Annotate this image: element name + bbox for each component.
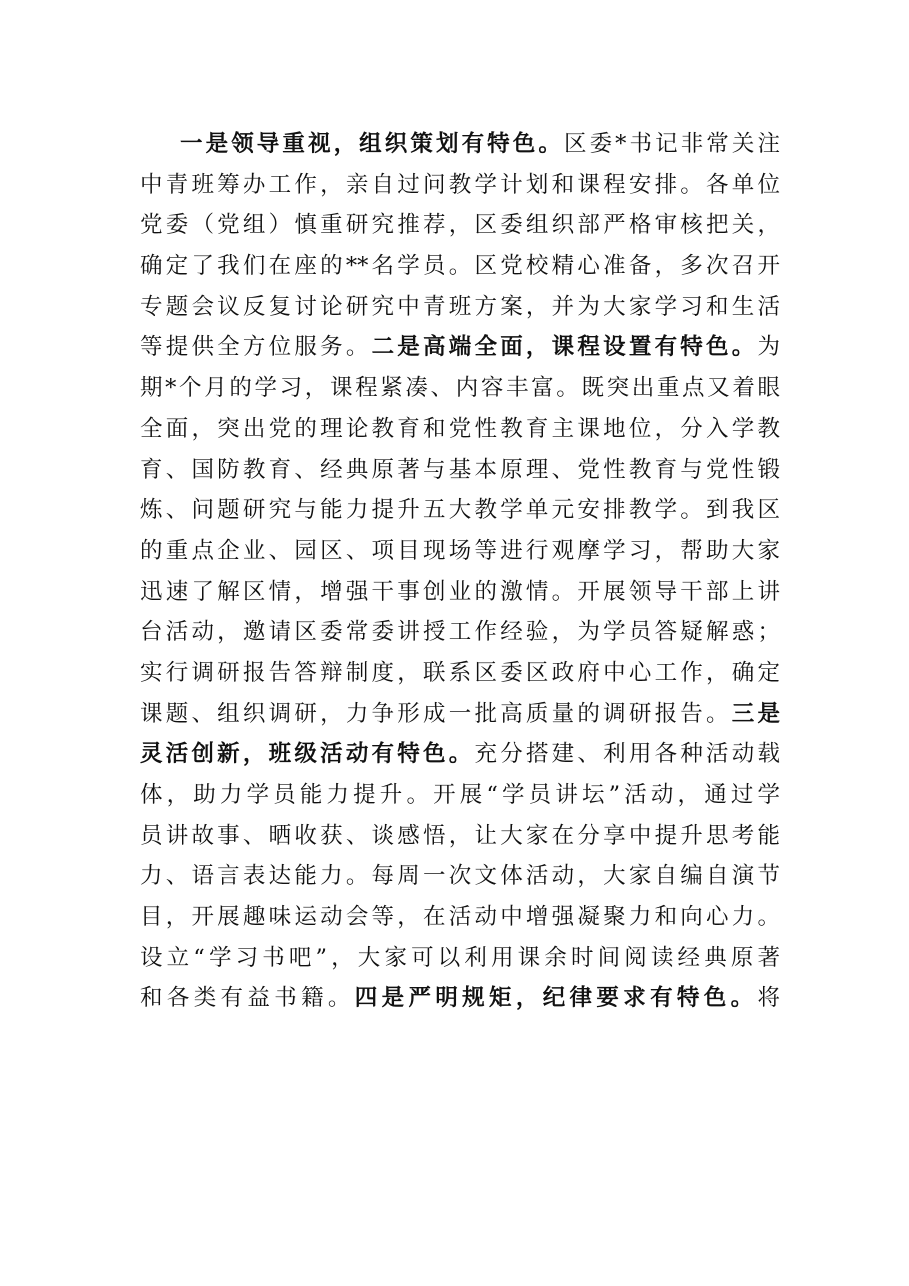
text-line: [140, 450, 780, 491]
body-text: 台活动，邀请区委常委讲授工作经验，为学员答疑解惑；: [140, 619, 780, 646]
text-line: [140, 775, 780, 816]
body-text: 党委（党组）慎重研究推荐，区委组织部严格审核把关，: [140, 212, 780, 239]
body-text: 体，助力学员能力提升。开展“学员讲坛”活动，通过学: [140, 782, 780, 808]
text-line: [140, 490, 780, 531]
text-line: [140, 612, 780, 653]
text-line: [140, 531, 780, 572]
body-paragraph: [140, 124, 780, 1019]
body-text: 的重点企业、园区、项目现场等进行观摩学习，帮助大家: [140, 537, 780, 564]
body-text: 实行调研报告答辩制度，联系区委区政府中心工作，确定: [140, 659, 780, 686]
body-text: 充分搭建、利用各种活动载: [474, 741, 781, 768]
body-text: 员讲故事、晒收获、谈感悟，让大家在分享中提升思考能: [140, 822, 780, 849]
body-text: 设立“学习书吧”，大家可以利用课余时间阅读经典原著: [140, 944, 780, 971]
body-text: 力、语言表达能力。每周一次文体活动，大家自编自演节: [140, 863, 780, 890]
text-line: [140, 165, 780, 206]
body-text: 区委*书记非常关注: [563, 131, 780, 157]
body-text: 目，开展趣味运动会等，在活动中增强凝聚力和向心力。: [140, 904, 780, 931]
text-line: [140, 816, 780, 857]
body-text: 炼、问题研究与能力提升五大教学单元安排教学。到我区: [140, 497, 780, 524]
text-line: [140, 572, 780, 613]
text-line: [140, 124, 780, 165]
text-line: [140, 653, 780, 694]
body-text: 迅速了解区情，增强干事创业的激情。开展领导干部上讲: [140, 578, 780, 605]
text-line: [140, 938, 780, 979]
text-line: [140, 409, 780, 450]
body-text: 育、国防教育、经典原著与基本原理、党性教育与党性锻: [140, 456, 780, 483]
body-text: 确定了我们在座的**名学员。区党校精心准备，多次召开: [140, 253, 780, 280]
body-text: 中青班筹办工作，亲自过问教学计划和课程安排。各单位: [140, 171, 780, 198]
body-text: 等提供全方位服务。: [140, 334, 372, 361]
bold-heading-text: 灵活创新，班级活动有特色。: [140, 741, 475, 768]
text-line: [140, 205, 780, 246]
bold-heading-text: 一是领导重视，组织策划有特色。: [180, 131, 564, 157]
text-line: [140, 287, 780, 328]
text-line: [140, 978, 780, 1019]
text-line: [140, 368, 780, 409]
text-line: [140, 246, 780, 287]
text-line: [140, 734, 780, 775]
body-text: 期*个月的学习，课程紧凑、内容丰富。既突出重点又着眼: [140, 375, 780, 402]
body-text: 为: [757, 334, 781, 361]
body-text: 课题、组织调研，力争形成一批高质量的调研报告。: [140, 700, 732, 727]
body-text: 全面，突出党的理论教育和党性教育主课地位，分入学教: [140, 415, 780, 442]
body-text: 和各类有益书籍。: [140, 985, 355, 1012]
body-text: 将: [757, 985, 780, 1012]
bold-heading-text: 四是严明规矩，纪律要求有特色。: [354, 985, 758, 1012]
bold-heading-text: 三是: [731, 700, 780, 727]
text-line: [140, 897, 780, 938]
text-line: [140, 694, 780, 735]
bold-heading-text: 二是高端全面，课程设置有特色。: [371, 334, 758, 361]
text-line: [140, 327, 780, 368]
body-text: 专题会议反复讨论研究中青班方案，并为大家学习和生活: [140, 293, 780, 320]
text-line: [140, 856, 780, 897]
